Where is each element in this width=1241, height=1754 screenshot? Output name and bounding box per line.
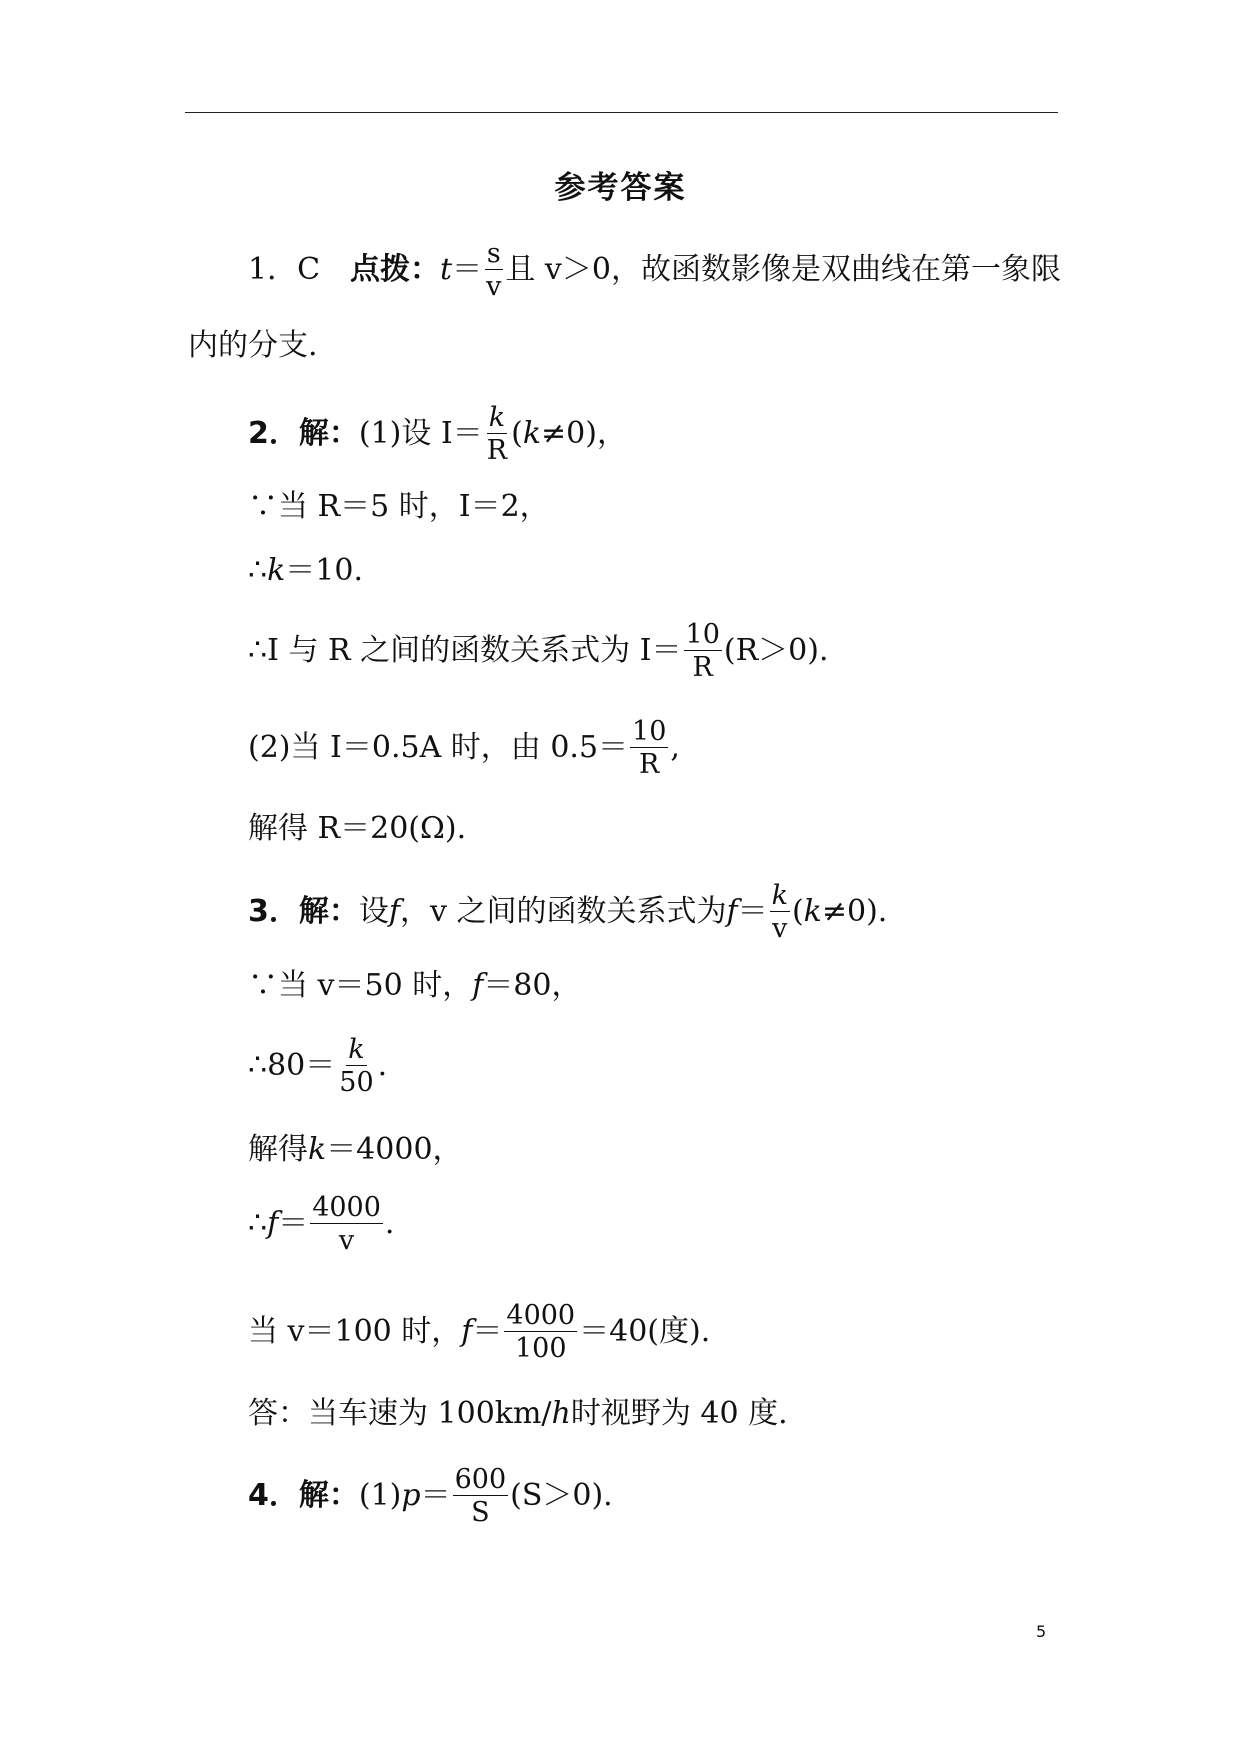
header-rule [185, 112, 1058, 113]
q3-l7-h: h [551, 1396, 571, 1431]
q2-l4-post: (R＞0). [723, 633, 829, 668]
q3-l7-text: 答：当车速为 100km/ [248, 1396, 552, 1431]
q1-equals: ＝ [452, 252, 483, 287]
q3-l3-denominator: 50 [339, 1067, 374, 1098]
q3-l3-fraction [337, 1036, 375, 1096]
q3-l5-numerator: 4000 [312, 1192, 381, 1223]
page-title: 参考答案 [554, 170, 687, 206]
q3-l6-post: ＝40(度). [579, 1314, 711, 1349]
q2-l1-post: ≠0)， [541, 416, 627, 451]
q3-l1-paren: ( [791, 894, 804, 929]
q2-number: 2． [248, 416, 299, 451]
q3-line-6 [248, 1302, 710, 1362]
q1-line-1 [248, 240, 1061, 300]
q3-l1-k: k [803, 894, 822, 929]
q3-l1-f: f [388, 894, 400, 929]
q3-l7-post: 时视野为 40 度. [570, 1396, 788, 1431]
q2-l5-fraction [630, 718, 668, 778]
q3-l4-post: ＝4000， [326, 1132, 463, 1167]
q3-l4-text: 解得 [248, 1132, 308, 1167]
q2-l4-denominator: R [692, 652, 713, 683]
q2-line-3 [248, 553, 363, 588]
q3-line-1 [248, 882, 887, 942]
q3-l1-fraction [770, 882, 790, 942]
q2-l5-post: , [670, 730, 680, 765]
q3-line-4 [248, 1132, 463, 1167]
q3-l1-f2: f [726, 894, 738, 929]
q2-l4-numerator: 10 [685, 619, 720, 650]
q3-line-5 [248, 1194, 394, 1254]
q1-number: 1．C [248, 252, 321, 287]
q3-line-7 [248, 1396, 788, 1431]
q2-l1-text: (1)设 I＝ [358, 416, 483, 451]
q2-l3-post: ＝10. [285, 553, 363, 588]
q3-l1-denominator: v [772, 913, 788, 944]
q4-l1-text: (1) [358, 1478, 402, 1513]
q3-line-2 [248, 968, 582, 1003]
q3-l2-text: ∵当 v＝50 时， [248, 968, 473, 1003]
q2-l5-numerator: 10 [632, 716, 667, 747]
q3-l3-numerator: k [348, 1034, 365, 1065]
q3-l6-text: 当 v＝100 时， [248, 1314, 462, 1349]
q3-l6-denominator: 100 [514, 1333, 567, 1364]
q3-l5-fraction [310, 1194, 383, 1254]
q2-l1-paren: ( [511, 416, 523, 451]
q2-l5-denominator: R [639, 749, 660, 780]
q3-l6-eq: ＝ [472, 1314, 503, 1349]
q3-l6-fraction [504, 1302, 577, 1362]
q4-line-1 [248, 1466, 613, 1526]
q2-l1-fraction [485, 404, 509, 464]
q3-number: 3． [248, 894, 299, 929]
q2-line-4 [248, 621, 829, 681]
q2-l4-fraction [684, 621, 722, 681]
q3-l1-eq: ＝ [737, 894, 768, 929]
q1-var-t: t [440, 252, 453, 287]
q4-l1-fraction [453, 1466, 509, 1526]
q1-text: 且 v＞0，故函数影像是双曲线在第一象限 [505, 252, 1061, 287]
q1-fraction [484, 240, 503, 300]
q2-l5-text: (2)当 I＝0.5A 时，由 0.5＝ [248, 730, 629, 765]
q2-l3-therefore: ∴ [248, 553, 268, 588]
q2-l1-k: k [522, 416, 542, 451]
q3-l5-post: . [384, 1206, 395, 1241]
q4-solve-label: 解： [298, 1478, 359, 1513]
q2-l4-text: ∴I 与 R 之间的函数关系式为 I＝ [248, 633, 682, 668]
q1-fraction-denominator: v [486, 271, 502, 302]
q3-l1-text: 设 [358, 894, 389, 929]
q3-l5-eq: ＝ [278, 1206, 309, 1241]
page-number: 5 [1036, 1622, 1047, 1641]
q1-fraction-numerator: s [486, 238, 501, 269]
q1-hint-label: 点拨： [350, 252, 441, 287]
q2-l1-denominator: R [486, 435, 508, 466]
q2-solve-label: 解： [298, 416, 359, 451]
q3-l5-denominator: v [338, 1225, 355, 1256]
q4-l1-eq: ＝ [420, 1478, 451, 1513]
q2-line-6: 解得 R＝20(Ω). [248, 811, 467, 846]
q4-number: 4． [248, 1478, 299, 1513]
q3-l1-post: ≠0). [821, 894, 888, 929]
q2-line-5 [248, 718, 680, 778]
q3-l2-f: f [472, 968, 484, 1003]
q3-line-3 [248, 1036, 387, 1096]
q4-l1-numerator: 600 [454, 1464, 507, 1495]
q3-l1-mid: ，v 之间的函数关系式为 [399, 894, 727, 929]
q3-l3-text: ∴80＝ [248, 1048, 336, 1083]
q3-l5-therefore: ∴ [248, 1206, 268, 1241]
q4-l1-post: (S＞0). [510, 1478, 613, 1513]
q3-solve-label: 解： [298, 894, 359, 929]
q3-l5-f: f [267, 1206, 279, 1241]
q2-l1-numerator: k [488, 402, 506, 433]
q2-line-2: ∵当 R＝5 时，I＝2， [248, 489, 550, 524]
q3-l6-numerator: 4000 [506, 1300, 576, 1331]
q2-l3-k: k [267, 553, 286, 588]
q3-l3-post: . [377, 1048, 388, 1083]
q2-line-1 [248, 404, 627, 464]
q3-l6-f: f [461, 1314, 473, 1349]
q4-l1-p: p [401, 1478, 421, 1513]
q4-l1-denominator: S [471, 1497, 490, 1528]
q3-l4-k: k [308, 1132, 327, 1167]
q3-l2-post: ＝80， [483, 968, 582, 1003]
q3-l1-numerator: k [771, 880, 788, 911]
q1-line-2: 内的分支. [188, 328, 318, 363]
